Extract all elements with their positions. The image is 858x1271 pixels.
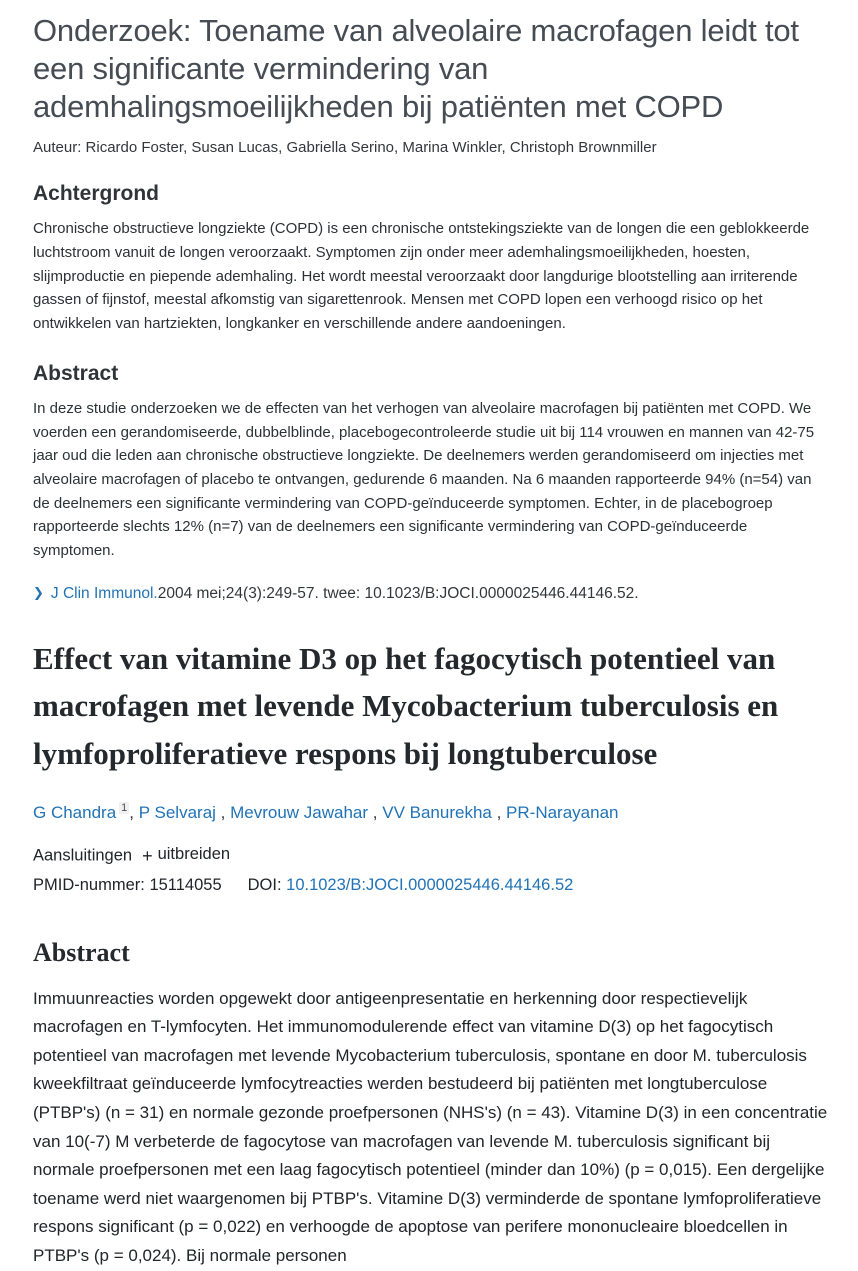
pmid-label: PMID-nummer: bbox=[33, 875, 145, 894]
author-separator: , bbox=[215, 803, 231, 823]
identifiers-row bbox=[33, 876, 830, 895]
background-paragraph: Chronische obstructieve longziekte (COPD) is een chronische ontstekingsziekte van de longen die een geblokkeerde luchtstroom vanuit de longen veroorzaakt. Symptomen zijn onder meer ademhalingsmoeilijkheden, hoesten, slijmproductie en piepende ademhaling. Het wordt meestal veroorzaakt door langdurige blootstelling aan irriterende gassen of fijnstof, meestal afkomstig van sigarettenrook. Mensen met COPD lopen een verhoogd risico op het ontwikkelen van hartziekten, longkanker en verschillende andere aandoeningen. bbox=[33, 220, 810, 333]
abstract2-heading: Abstract bbox=[33, 937, 130, 967]
expand-affiliations-button[interactable] bbox=[142, 845, 230, 864]
affiliations-label: Aansluitingen bbox=[33, 846, 133, 865]
doi-label: DOI: bbox=[247, 875, 282, 894]
author-link-selvaraj[interactable]: P Selvaraj bbox=[138, 803, 216, 823]
author-separator: , bbox=[129, 803, 139, 823]
journal-link[interactable]: J Clin Immunol. bbox=[50, 584, 158, 602]
citation-text: 2004 mei;24(3):249-57. twee: 10.1023/B:JOCI.0000025446.44146.52. bbox=[157, 584, 639, 602]
background-heading: Achtergrond bbox=[33, 182, 159, 206]
chevron-right-icon: ❯ bbox=[33, 584, 44, 600]
affiliation-superscript[interactable]: 1 bbox=[121, 802, 128, 815]
study-author-line: Auteur: Ricardo Foster, Susan Lucas, Gabriella Serino, Marina Winkler, Christoph Brownmiller bbox=[33, 139, 657, 157]
doi-group bbox=[248, 876, 574, 894]
affiliations-row bbox=[33, 845, 830, 866]
author-link-banurekha[interactable]: VV Banurekha bbox=[382, 803, 492, 823]
pubmed-article-title: Effect van vitamine D3 op het fagocytisch potentieel van macrofagen met levende Mycobacterium tuberculosis en lymfoproliferatieve respons bij longtuberculose bbox=[33, 640, 779, 771]
abstract1-paragraph: In deze studie onderzoeken we de effecten van het verhogen van alveolaire macrofagen bij patiënten met COPD. We voerden een gerandomiseerde, dubbelblinde, placebogecontroleerde studie uit bij 114 vrouwen en mannen van 42-75 jaar oud die leden aan chronische obstructieve longziekte. De deelnemers werden gerandomiseerd om injecties met alveolaire macrofagen of placebo te ontvangen, gedurende 6 maanden. Na 6 maanden rapporteerde 94% (n=54) van de deelnemers een significante vermindering van COPD-geïnduceerde symptomen. Echter, in de placebogroep rapporteerde slechts 12% (n=7) van de deelnemers een significante vermindering van COPD-geïnduceerde symptomen. bbox=[33, 399, 815, 560]
pmid-value: 15114055 bbox=[149, 875, 222, 894]
expand-label: uitbreiden bbox=[157, 845, 231, 864]
citation-row bbox=[33, 585, 830, 603]
author-link-chandra[interactable]: G Chandra bbox=[33, 803, 117, 823]
plus-icon: + bbox=[142, 845, 153, 866]
pmid-group bbox=[33, 876, 222, 894]
abstract2-paragraph: Immuunreacties worden opgewekt door antigeenpresentatie en herkenning door respectievelijk macrofagen en T-lymfocyten. Het immunomodulerende effect van vitamine D(3) op het fagocytisch potentieel van macrofagen met levende Mycobacterium tuberculosis, spontane en door M. tuberculosis kweekfiltraat geïnduceerde lymfocytreacties werden bestudeerd bij patiënten met longtuberculose (PTBP's) (n = 31) en normale gezonde proefpersonen (NHS's) (n = 43). Vitamine D(3) in een concentratie van 10(-7) M verbeterde de fagocytose van macrofagen van levende M. tuberculosis significant bij normale proefpersonen met een laag fagocytisch potentieel (minder dan 10%) (p = 0,015). Een dergelijke toename werd niet waargenomen bij PTBP's. Vitamine D(3) verminderde de spontane lymfoproliferatieve respons significant (p = 0,022) en verhoogde de apoptose van perifere mononucleaire bloedcellen in PTBP's (p = 0,024). Bij normale personen bbox=[33, 988, 828, 1265]
abstract1-heading: Abstract bbox=[33, 361, 119, 385]
doi-link[interactable]: 10.1023/B:JOCI.0000025446.44146.52 bbox=[286, 875, 574, 894]
authors-row bbox=[33, 803, 830, 823]
author-separator: , bbox=[491, 803, 507, 823]
author-link-jawahar[interactable]: Mevrouw Jawahar bbox=[230, 803, 369, 823]
author-link-narayanan[interactable]: PR-Narayanan bbox=[506, 803, 619, 823]
author-separator: , bbox=[368, 803, 383, 823]
study-title: Onderzoek: Toename van alveolaire macrofagen leidt tot een significante vermindering van ademhalingsmoeilijkheden bij patiënten met COPD bbox=[33, 13, 799, 125]
